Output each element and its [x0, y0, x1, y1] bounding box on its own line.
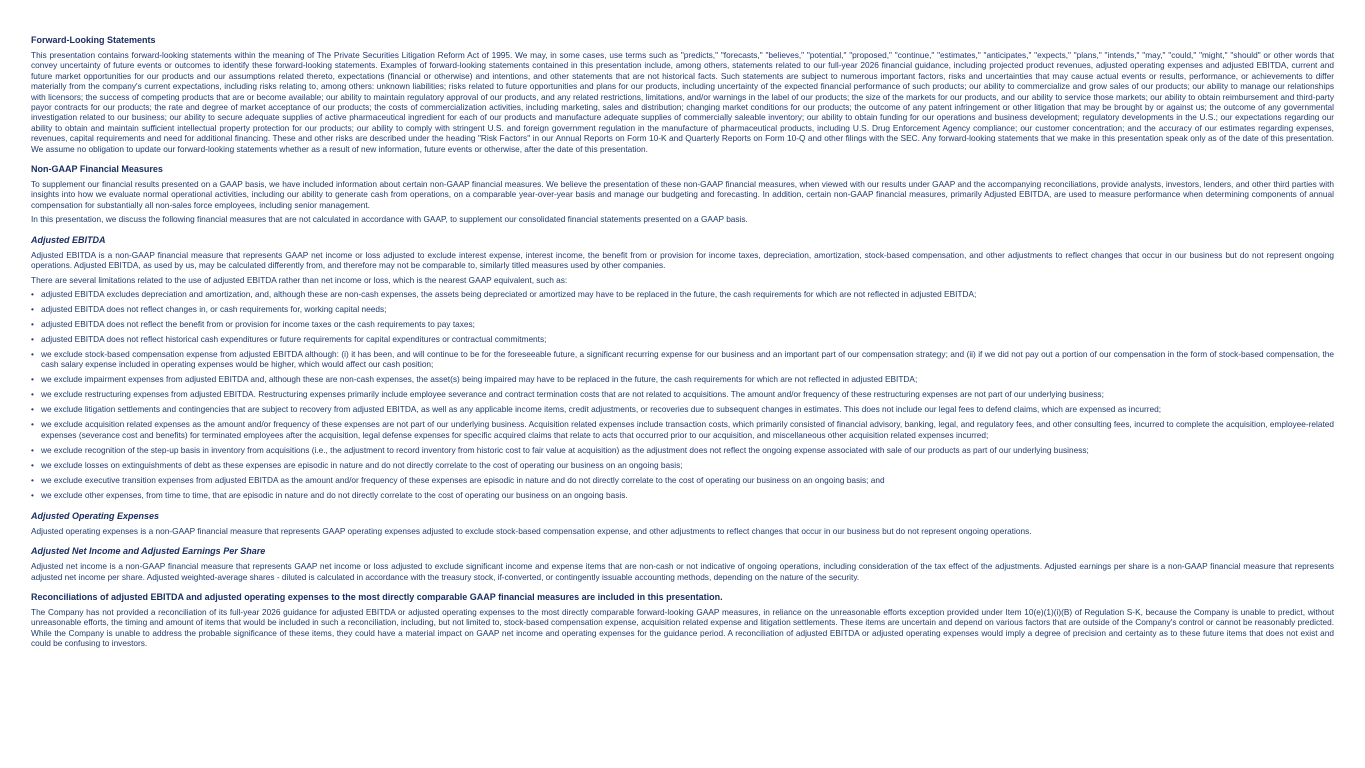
list-item: • we exclude executive transition expenses from adjusted EBITDA as the amount and/or frequency of these expenses are episodic in nature and do not directly correlate to the cost of operating our business on an ongoing basis; and	[31, 475, 1334, 485]
list-item: • we exclude other expenses, from time to time, that are episodic in nature and do not directly correlate to the cost of operating our business on an ongoing basis.	[31, 490, 1334, 500]
adjusted-ebitda-paragraph-2: There are several limitations related to the use of adjusted EBITDA rather than net income or loss, which is the nearest GAAP equivalent, such as:	[31, 274, 568, 285]
list-item: • adjusted EBITDA does not reflect the benefit from or provision for income taxes or the cash requirements to pay taxes;	[31, 319, 1334, 329]
list-item: • we exclude losses on extinguishments of debt as these expenses are episodic in nature and do not directly correlate to the cost of operating our business on an ongoing basis;	[31, 460, 1334, 470]
list-item: • adjusted EBITDA does not reflect historical cash expenditures or future requirements for capital expenditures or contractual commitments;	[31, 334, 1334, 344]
adjusted-net-income-paragraph: Adjusted net income is a non-GAAP financial measure that represents GAAP net income or loss adjusted to exclude significant income and expense items that are non-cash or not indicative of ongoing operations, including consideration of the tax effect of the adjustments. Adjusted earnings per share is a non-GAAP financial measure that represents adjusted net income per share. Adjusted weighted-average shares - diluted is calculated in accordance with the treasury stock, if-converted, or contingently issuable accounting methods, depending on the nature of the security.	[31, 561, 1334, 582]
adjusted-net-income-heading: Adjusted Net Income and Adjusted Earnings Per Share	[31, 546, 266, 557]
non-gaap-heading: Non-GAAP Financial Measures	[31, 164, 163, 175]
adjusted-opex-paragraph: Adjusted operating expenses is a non-GAAP financial measure that represents GAAP operating expenses adjusted to exclude stock-based compensation expense, and other adjustments to reflect changes that occur in our business but do not represent ongoing operations.	[31, 525, 1032, 536]
list-item: • we exclude impairment expenses from adjusted EBITDA and, although these are non-cash expenses, the asset(s) being impaired may have to be replaced in the future, the cash requirements for which are not reflected in adjusted EBITDA;	[31, 374, 1334, 384]
reconciliations-heading: Reconciliations of adjusted EBITDA and adjusted operating expenses to the most directly comparable GAAP financial measures are included in this presentation.	[31, 591, 723, 602]
ebitda-limitations-list	[31, 289, 1334, 500]
list-item: • we exclude recognition of the step-up basis in inventory from acquisitions (i.e., the adjustment to record inventory from historic cost to fair value at acquisition) as the adjustment does not reflect the ongoing expense associated with sale of our products as part of our underlying business;	[31, 445, 1334, 455]
list-item: • we exclude litigation settlements and contingencies that are subject to recovery from adjusted EBITDA, as well as any applicable income items, credit adjustments, or recoveries due to subsequent changes in estimates. This does not include our legal fees to defend claims, which are expensed as incurred;	[31, 404, 1334, 414]
non-gaap-paragraph-2: In this presentation, we discuss the following financial measures that are not calculated in accordance with GAAP, to supplement our consolidated financial statements presented on a GAAP basis.	[31, 214, 748, 225]
forward-looking-body: This presentation contains forward-looking statements within the meaning of The Private Securities Litigation Reform Act of 1995. We may, in some cases, use terms such as "predicts," "forecasts," "believes," "potential," "proposed," "continue," "estimates," "anticipates," "expects," "plans," "intends," "may," "could," "might," "should" or other words that convey uncertainty of future events or outcomes to identify these forward-looking statements. Examples of forward-looking statements contained in this presentation include, among others, statements related to our full-year 2026 financial guidance, including projected product revenues, adjusted operating expenses and adjusted EBITDA, current and future market opportunities for our products and our assumptions related thereto, expectations (financial or otherwise) and intentions, and other statements that are not historical facts. Such statements are subject to numerous important factors, risks and uncertainties that may cause actual events or results, performance, or achievements to differ materially from the company's current expectations, including risks relating to, among others: unknown liabilities; risks related to future opportunities and plans for our products, including uncertainty of the expected financial performance of such products; our ability to commercialize and grow sales of our products; our ability to manage our relationships with licensors; the success of competing products that are or become available; our ability to maintain regulatory approval of our products, and any related restrictions, limitations, and/or warnings in the label of our products; the size of the markets for our products, and our ability to service those markets; our ability to obtain reimbursement and third-party payor contracts for our products; the rate and degree of market acceptance of our products; the costs of commercialization activities, including marketing, sales and distribution; changing market conditions for our products; the outcome of any patent infringement or other litigation that may be brought by or against us; the outcome of any governmental investigation related to our business; our ability to secure adequate supplies of active pharmaceutical ingredient for each of our products and manufacture adequate supplies of commercially saleable inventory; our ability to obtain funding for our operations and business development; regulatory developments in the U.S.; our expectations regarding our ability to obtain and maintain sufficient intellectual property protection for our products; our ability to comply with stringent U.S. and foreign government regulation in the manufacture of pharmaceutical products, including U.S. Drug Enforcement Agency compliance; our customer concentration; and the accuracy of our estimates regarding expenses, revenues, capital requirements and need for additional financing. These and other risks are described under the heading "Risk Factors" in our Annual Reports on Form 10-K and Quarterly Reports on Form 10-Q and other filings with the SEC. Any forward-looking statements that we make in this presentation speak only as of the date of this presentation. We assume no obligation to update our forward-looking statements whether as a result of new information, future events or otherwise, after the date of this presentation.	[31, 50, 1334, 154]
forward-looking-heading: Forward-Looking Statements	[31, 35, 156, 45]
adjusted-ebitda-heading: Adjusted EBITDA	[31, 234, 106, 245]
non-gaap-paragraph-1: To supplement our financial results presented on a GAAP basis, we have included information about certain non-GAAP financial measures. We believe the presentation of these non-GAAP financial measures, when viewed with our results under GAAP and the accompanying reconciliations, provide analysts, investors, lenders, and other third parties with insights into how we evaluate normal operational activities, including our ability to generate cash from operations, on a comparable year-over-year basis and manage our budgeting and forecasting. In addition, certain non-GAAP financial measures, primarily Adjusted EBITDA, are used to measure performance when determining components of annual compensation for substantially all non-sales force employees, including senior management.	[31, 179, 1334, 210]
list-item: • adjusted EBITDA excludes depreciation and amortization, and, although these are non-cash expenses, the assets being depreciated or amortized may have to be replaced in the future, the cash requirements for which are not reflected in adjusted EBITDA;	[31, 289, 1334, 299]
adjusted-opex-heading: Adjusted Operating Expenses	[31, 510, 160, 521]
list-item: • we exclude stock-based compensation expense from adjusted EBITDA although: (i) it has been, and will continue to be for the foreseeable future, a significant recurring expense for our business and an important part of our compensation strategy; and (ii) if we did not pay out a portion of our compensation in the form of stock-based compensation, the cash salary expense included in operating expenses would be higher, which would affect our cash position;	[31, 349, 1334, 370]
list-item: • adjusted EBITDA does not reflect changes in, or cash requirements for, working capital needs;	[31, 304, 1334, 314]
adjusted-ebitda-paragraph-1: Adjusted EBITDA is a non-GAAP financial measure that represents GAAP net income or loss adjusted to exclude interest expense, interest income, the benefit from or provision for income taxes, depreciation, amortization, stock-based compensation, and other adjustments to reflect changes that occur in our business but do not represent ongoing operations. Adjusted EBITDA, as used by us, may be calculated differently from, and therefore may not be comparable to, similarly titled measures used by other companies.	[31, 249, 1334, 271]
list-item: • we exclude restructuring expenses from adjusted EBITDA. Restructuring expenses primarily include employee severance and contract termination costs that are not related to acquisitions. The amount and/or frequency of these restructuring expenses are not part of our underlying business;	[31, 389, 1334, 399]
reconciliations-paragraph: The Company has not provided a reconciliation of its full-year 2026 guidance for adjusted EBITDA or adjusted operating expenses to the most directly comparable forward-looking GAAP measures, in reliance on the unreasonable efforts exception provided under Item 10(e)(1)(i)(B) of Regulation S-K, because the Company is unable to predict, without unreasonable efforts, the timing and amount of items that would be included in such a reconciliation, including, but not limited to, stock-based compensation expense, acquisition related expense and litigation settlements. These items are uncertain and depend on various factors that are outside of the Company's control or cannot be reasonably predicted. While the Company is unable to address the probable significance of these items, they could have a material impact on GAAP net income and operating expenses for the guidance period. A reconciliation of adjusted EBITDA or adjusted operating expenses would imply a degree of precision and certainty as to these future items that does not exist and could be confusing to investors.	[31, 606, 1334, 649]
list-item: • we exclude acquisition related expenses as the amount and/or frequency of these expenses are not part of our underlying business. Acquisition related expenses include transaction costs, which primarily consisted of financial advisory, banking, legal, and regulatory fees, and other consulting fees, incurred to complete the acquisition, employee-related expenses (severance cost and benefits) for terminated employees after the acquisition, legal defense expenses for specific acquired claims that relate to acts that occurred prior to our acquisition, and miscellaneous other acquisition related expenses incurred;	[31, 419, 1334, 440]
